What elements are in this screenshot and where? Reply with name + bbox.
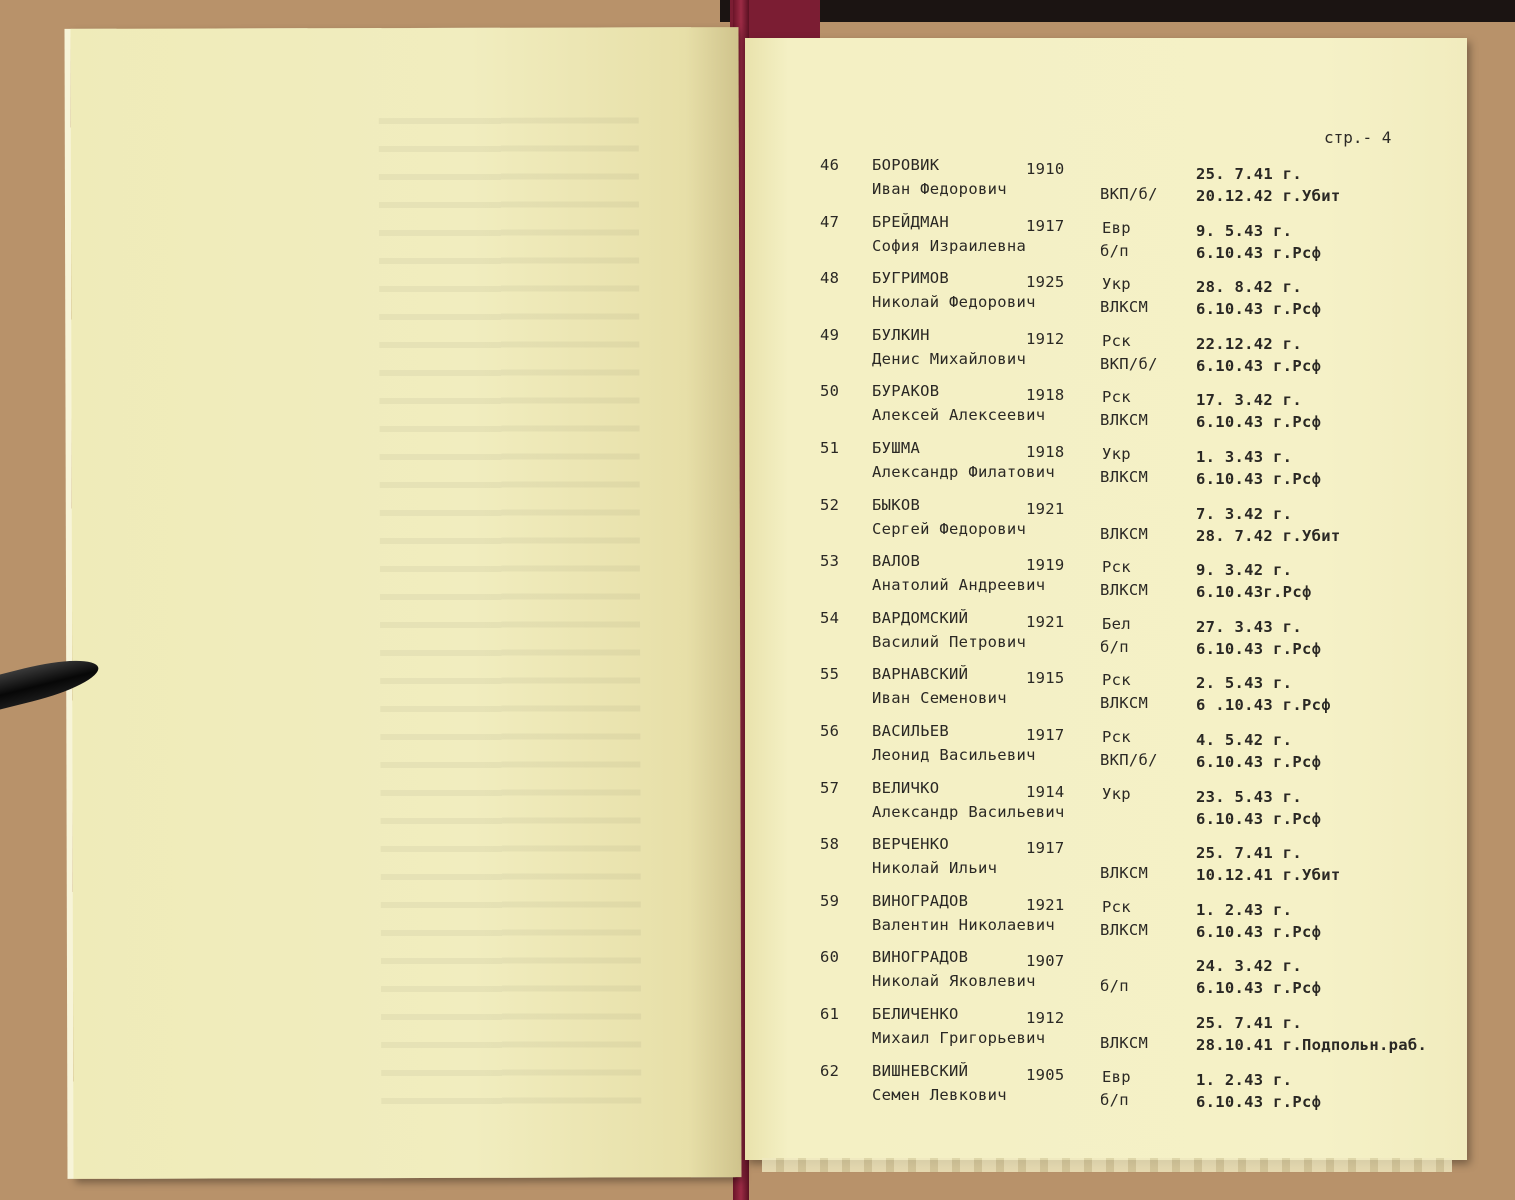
entry-date-start: 1. 2.43 г.	[1196, 900, 1293, 919]
entry-party: ВЛКСМ	[1100, 581, 1149, 600]
entry-nationality: Рск	[1102, 897, 1131, 916]
table-row	[0, 722, 1515, 778]
entry-given-name: Иван Семенович	[872, 689, 1007, 708]
entry-given-name: Денис Михайлович	[872, 349, 1027, 368]
entry-party: ВЛКСМ	[1100, 411, 1149, 430]
table-row	[0, 439, 1515, 495]
entry-date-end: 28.10.41 г.Подпольн.раб.	[1196, 1036, 1428, 1054]
entry-birth-year: 1907	[1026, 952, 1065, 971]
entry-birth-year: 1912	[1026, 329, 1065, 348]
entry-date-end: 6.10.43 г.Рсф	[1196, 922, 1322, 941]
entry-surname: ВАСИЛЬЕВ	[872, 722, 950, 740]
entry-nationality: Рск	[1102, 728, 1131, 746]
entry-given-name: Николай Федорович	[872, 293, 1036, 312]
entry-date-end: 6.10.43 г.Рсф	[1196, 639, 1322, 658]
entry-number: 57	[820, 778, 840, 797]
table-row	[0, 892, 1515, 948]
entry-nationality: Укр	[1102, 445, 1131, 463]
entry-given-name: София Израилевна	[872, 236, 1027, 255]
entry-birth-year: 1919	[1026, 556, 1065, 575]
entry-party: ВЛКСМ	[1100, 298, 1149, 317]
entry-surname: БУШМА	[872, 439, 921, 457]
entry-party: ВЛКСМ	[1100, 524, 1149, 543]
entry-date-start: 9. 5.43 г.	[1196, 221, 1293, 240]
entry-number: 59	[820, 891, 840, 910]
entry-number: 46	[820, 156, 840, 174]
entry-date-start: 25. 7.41 г.	[1196, 1014, 1302, 1032]
entry-nationality: Рск	[1102, 671, 1131, 690]
entry-birth-year: 1917	[1026, 216, 1065, 235]
entry-given-name: Михаил Григорьевич	[872, 1029, 1046, 1047]
torn-page-edge	[762, 1158, 1452, 1172]
entry-number: 50	[820, 382, 840, 401]
table-row	[0, 326, 1515, 382]
entry-birth-year: 1918	[1026, 386, 1065, 405]
entry-birth-year: 1914	[1026, 782, 1065, 801]
entry-party: б/п	[1100, 637, 1129, 656]
entry-date-end: 6.10.43 г.Рсф	[1196, 1092, 1322, 1111]
entry-number: 47	[820, 212, 840, 231]
entry-birth-year: 1905	[1026, 1065, 1065, 1084]
entry-number: 56	[820, 722, 840, 740]
entry-given-name: Семен Левкович	[872, 1085, 1007, 1104]
entry-date-end: 6.10.43 г.Рсф	[1196, 413, 1322, 432]
table-row	[0, 382, 1515, 438]
entry-given-name: Николай Яковлевич	[872, 972, 1036, 991]
entry-number: 62	[820, 1061, 840, 1080]
entry-number: 51	[820, 439, 840, 457]
entry-given-name: Алексей Алексеевич	[872, 406, 1046, 425]
table-row	[0, 665, 1515, 721]
entry-party: ВКП/б/	[1100, 185, 1158, 203]
entry-date-start: 9. 3.42 г.	[1196, 561, 1293, 580]
entry-given-name: Валентин Николаевич	[872, 915, 1056, 934]
entry-date-end: 6.10.43 г.Рсф	[1196, 300, 1322, 319]
entry-party: б/п	[1100, 977, 1129, 996]
table-row	[0, 948, 1515, 1004]
table-row	[0, 156, 1515, 212]
entry-date-start: 25. 7.41 г.	[1196, 165, 1302, 183]
entry-birth-year: 1921	[1026, 499, 1065, 518]
entry-surname: ВЕЛИЧКО	[872, 778, 940, 797]
entry-surname: ВАЛОВ	[872, 552, 921, 571]
entry-birth-year: 1912	[1026, 1009, 1065, 1027]
entry-surname: БУЛКИН	[872, 325, 930, 344]
table-row	[0, 213, 1515, 269]
entry-number: 53	[820, 552, 840, 571]
entry-surname: ВАРДОМСКИЙ	[872, 608, 969, 627]
entry-date-start: 1. 2.43 г.	[1196, 1070, 1293, 1089]
entry-date-start: 17. 3.42 г.	[1196, 391, 1302, 410]
entry-birth-year: 1917	[1026, 726, 1065, 744]
table-row	[0, 496, 1515, 552]
entry-surname: ВИШНЕВСКИЙ	[872, 1061, 969, 1080]
entry-number: 49	[820, 325, 840, 344]
entry-date-start: 1. 3.43 г.	[1196, 448, 1293, 466]
entry-nationality: Евр	[1102, 1067, 1131, 1086]
entry-nationality: Укр	[1102, 784, 1131, 803]
entry-surname: ВИНОГРАДОВ	[872, 891, 969, 910]
entry-surname: ВАРНАВСКИЙ	[872, 665, 969, 684]
entry-date-start: 2. 5.43 г.	[1196, 674, 1293, 693]
entry-given-name: Николай Ильич	[872, 859, 998, 878]
entry-number: 54	[820, 608, 840, 627]
entry-surname: ВИНОГРАДОВ	[872, 948, 969, 967]
entry-surname: БОРОВИК	[872, 156, 940, 174]
entry-number: 61	[820, 1005, 840, 1023]
table-row	[0, 835, 1515, 891]
entry-date-end: 6.10.43 г.Рсф	[1196, 753, 1322, 771]
entry-date-end: 6.10.43 г.Рсф	[1196, 809, 1322, 828]
entry-date-start: 23. 5.43 г.	[1196, 787, 1302, 806]
entry-date-start: 25. 7.41 г.	[1196, 844, 1302, 863]
entry-date-end: 6.10.43 г.Рсф	[1196, 243, 1322, 262]
entry-party: б/п	[1100, 1090, 1129, 1109]
entry-number: 48	[820, 269, 840, 288]
entry-date-start: 27. 3.43 г.	[1196, 617, 1302, 636]
entry-birth-year: 1918	[1026, 443, 1065, 461]
entry-date-end: 6.10.43 г.Рсф	[1196, 470, 1322, 488]
entry-nationality: Евр	[1102, 218, 1131, 237]
entry-date-start: 24. 3.42 г.	[1196, 957, 1302, 976]
entry-surname: БУРАКОВ	[872, 382, 940, 401]
entry-given-name: Сергей Федорович	[872, 519, 1027, 538]
entry-given-name: Анатолий Андреевич	[872, 576, 1046, 595]
entry-party: ВЛКСМ	[1100, 1034, 1149, 1052]
table-row	[0, 779, 1515, 835]
entry-date-start: 4. 5.42 г.	[1196, 731, 1293, 749]
entry-date-start: 28. 8.42 г.	[1196, 278, 1302, 297]
entry-birth-year: 1921	[1026, 895, 1065, 914]
entry-birth-year: 1917	[1026, 839, 1065, 858]
entry-given-name: Александр Филатович	[872, 463, 1056, 481]
table-row	[0, 1062, 1515, 1118]
entry-party: ВЛКСМ	[1100, 920, 1149, 939]
page-number: стр.- 4	[1324, 128, 1392, 147]
entry-date-start: 7. 3.42 г.	[1196, 504, 1293, 523]
entry-date-end: 6.10.43 г.Рсф	[1196, 979, 1322, 998]
entry-party: ВКП/б/	[1100, 354, 1158, 373]
entry-surname: ВЕРЧЕНКО	[872, 835, 950, 854]
entry-date-end: 6.10.43 г.Рсф	[1196, 356, 1322, 375]
entry-given-name: Василий Петрович	[872, 632, 1027, 651]
entry-party: ВЛКСМ	[1100, 468, 1149, 486]
table-row	[0, 609, 1515, 665]
entry-date-end: 6.10.43г.Рсф	[1196, 583, 1312, 602]
entry-nationality: Рск	[1102, 388, 1131, 407]
entry-birth-year: 1910	[1026, 160, 1065, 178]
entry-nationality: Рск	[1102, 331, 1131, 350]
entry-number: 58	[820, 835, 840, 854]
entry-number: 60	[820, 948, 840, 967]
entry-birth-year: 1925	[1026, 273, 1065, 292]
entry-date-end: 20.12.42 г.Убит	[1196, 187, 1341, 205]
table-row	[0, 1005, 1515, 1061]
entry-date-end: 10.12.41 г.Убит	[1196, 866, 1341, 885]
entry-party: б/п	[1100, 241, 1129, 260]
entry-surname: БЕЛИЧЕНКО	[872, 1005, 959, 1023]
entry-nationality: Рск	[1102, 558, 1131, 577]
entry-surname: БЫКОВ	[872, 495, 921, 514]
entry-date-end: 28. 7.42 г.Убит	[1196, 526, 1341, 545]
entry-date-end: 6 .10.43 г.Рсф	[1196, 696, 1331, 715]
entry-date-start: 22.12.42 г.	[1196, 334, 1302, 353]
entry-party: ВЛКСМ	[1100, 694, 1149, 713]
entry-given-name: Леонид Васильевич	[872, 746, 1036, 764]
entry-nationality: Укр	[1102, 275, 1131, 294]
table-row	[0, 552, 1515, 608]
entry-birth-year: 1921	[1026, 612, 1065, 631]
entry-party: ВЛКСМ	[1100, 864, 1149, 883]
entry-given-name: Александр Васильевич	[872, 802, 1065, 821]
table-row	[0, 269, 1515, 325]
entry-surname: БУГРИМОВ	[872, 269, 950, 288]
entry-number: 55	[820, 665, 840, 684]
entry-given-name: Иван Федорович	[872, 180, 1007, 198]
entry-nationality: Бел	[1102, 614, 1131, 633]
entry-number: 52	[820, 495, 840, 514]
book-top-edge	[720, 0, 1515, 22]
entry-surname: БРЕЙДМАН	[872, 212, 950, 231]
entry-birth-year: 1915	[1026, 669, 1065, 688]
entry-party: ВКП/б/	[1100, 751, 1158, 769]
